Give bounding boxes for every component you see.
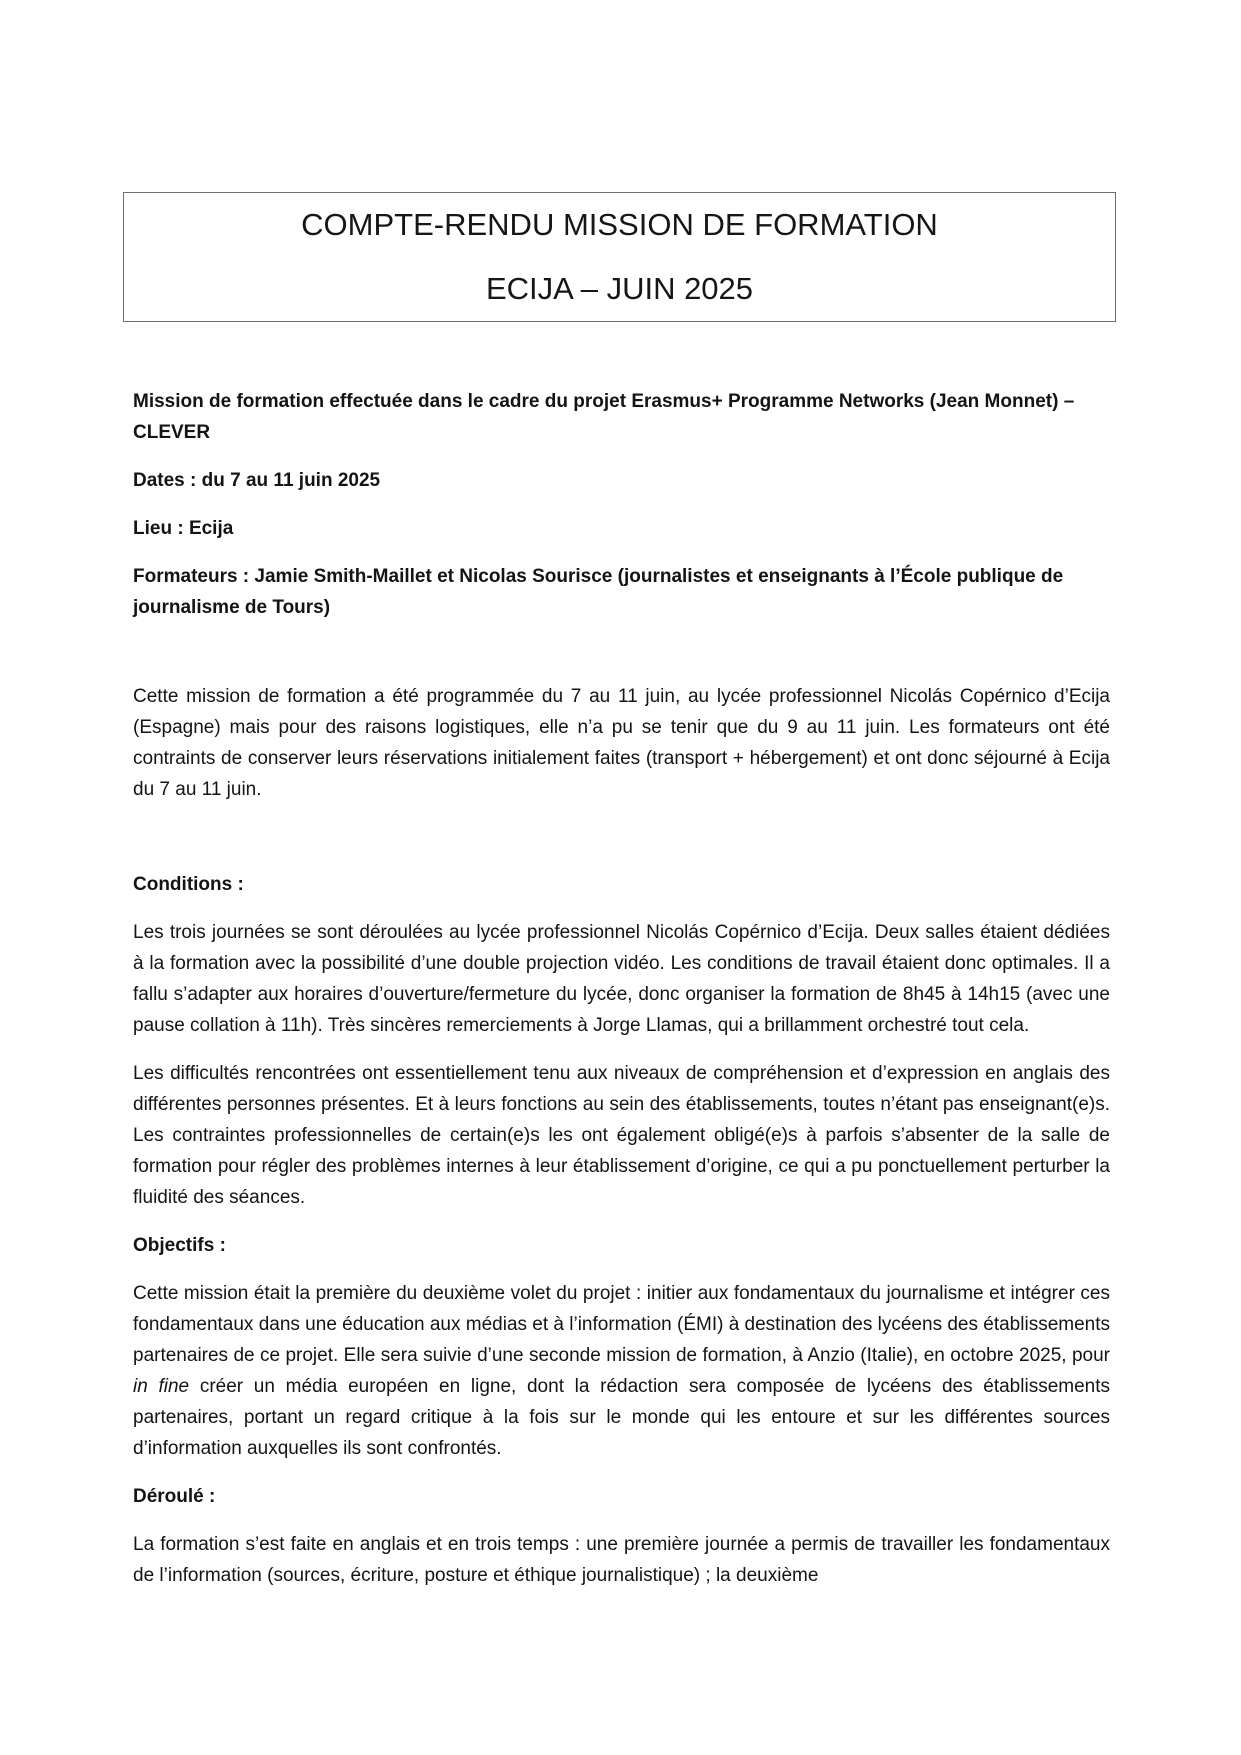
objectifs-text-segment-before: Cette mission était la première du deuxième volet du projet : initier aux fondamentaux du journalisme et intégrer ces fondamentaux dans une éducation aux médias et à l’information (ÉMI) à destination des lycéens des établissements partenaires de ce projet. Elle sera suivie d’une seconde mission de formation, à Anzio (Italie), en octobre 2025, pour [133, 1283, 1110, 1366]
conditions-heading: Conditions : [133, 874, 244, 895]
meta-lieu: Lieu : Ecija [133, 518, 234, 539]
title-box [123, 192, 1116, 322]
document-title-line-1: COMPTE-RENDU MISSION DE FORMATION [301, 207, 938, 242]
conditions-paragraph-1: Les trois journées se sont déroulées au lycée professionnel Nicolás Copérnico d’Ecija. Deux salles étaient dédiées à la formation avec la possibilité d’une double projection vidéo. Les conditions de travail étaient donc optimales. Il a fallu s’adapter aux horaires d’ouverture/fermeture du lycée, donc organiser la formation de 8h45 à 14h15 (avec une pause collation à 11h). Très sincères remerciements à Jorge Llamas, qui a brillamment orchestré tout cela. [133, 922, 1110, 1036]
latin-phrase-italic: in fine [133, 1376, 190, 1397]
deroule-heading: Déroulé : [133, 1486, 216, 1507]
objectifs-paragraph [133, 1278, 1110, 1464]
intro-paragraph: Cette mission de formation a été programmée du 7 au 11 juin, au lycée professionnel Nicolás Copérnico d’Ecija (Espagne) mais pour des raisons logistiques, elle n’a pu se tenir que du 9 au 11 juin. Les formateurs ont été contraints de conserver leurs réservations initialement faites (transport + hébergement) et ont donc séjourné à Ecija du 7 au 11 juin. [133, 686, 1110, 800]
conditions-paragraph-2: Les difficultés rencontrées ont essentiellement tenu aux niveaux de compréhension et d’expression en anglais des différentes personnes présentes. Et à leurs fonctions au sein des établissements, toutes n’étant pas enseignant(e)s. Les contraintes professionnelles de certain(e)s les ont également obligé(e)s à parfois s’absenter de la salle de formation pour régler des problèmes internes à leur établissement d’origine, ce qui a pu ponctuellement perturber la fluidité des séances. [133, 1063, 1110, 1208]
objectifs-text-segment-after: créer un média européen en ligne, dont la rédaction sera composée de lycéens des établissements partenaires, portant un regard critique à la fois sur le monde qui les entoure et sur les différentes sources d’information auxquelles ils sont confrontés. [133, 1376, 1110, 1459]
meta-formateurs: Formateurs : Jamie Smith-Maillet et Nicolas Sourisce (journalistes et enseignants à l’École publique de journalisme de Tours) [133, 566, 1064, 618]
deroule-paragraph: La formation s’est faite en anglais et en trois temps : une première journée a permis de travailler les fondamentaux de l’information (sources, écriture, posture et éthique journalistique) ; la deuxième [133, 1534, 1110, 1586]
objectifs-heading: Objectifs : [133, 1235, 226, 1256]
meta-dates: Dates : du 7 au 11 juin 2025 [133, 470, 381, 491]
document-title-line-2: ECIJA – JUIN 2025 [485, 271, 754, 306]
meta-project: Mission de formation effectuée dans le cadre du projet Erasmus+ Programme Networks (Jean Monnet) – CLEVER [133, 391, 1075, 443]
